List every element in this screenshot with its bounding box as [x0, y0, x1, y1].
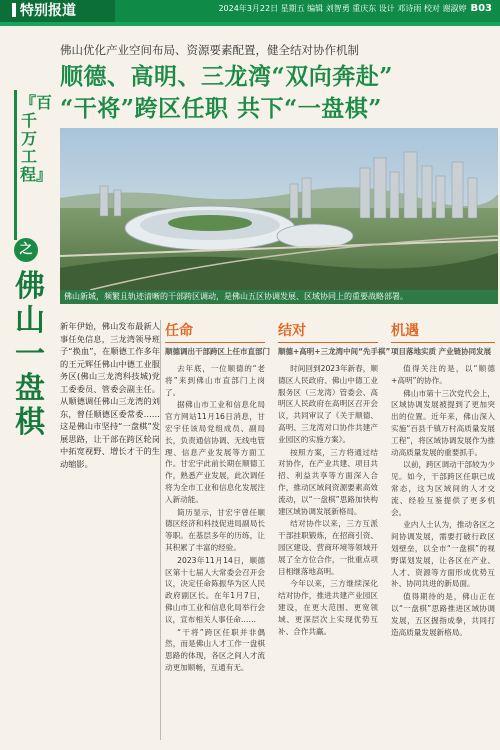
city-aerial-image — [60, 128, 498, 290]
paragraph: 时间回到2023年新春，顺德区人民政府、佛山中德工业服务区（三龙湾）管委会、高明区人民政府在高明区召开会议，共同审议了《关于顺德、高明、三龙湾对口协作共建产业园区的实施方案》。 — [278, 364, 378, 444]
section-title: 任命 — [165, 320, 265, 343]
header-stripe — [0, 22, 500, 26]
paragraph: 简历显示，甘宏宇曾任顺德区经济和科技促进局副局长等职。在基层多年的历练，让其积累了丰富的经验。 — [165, 507, 265, 552]
section-subtitle: 顺德+高明+三龙湾中间“先手棋” — [278, 347, 391, 356]
paragraph: 业内人士认为，推动各区之间协调发展，需要打破行政区划壁垒，以全市“一盘棋”的视野谋划发展，让各区在产业、人才、资源等方面形成优势互补、协同共进的新局面。 — [391, 520, 495, 589]
meta-text: 2024年3月22日 星期五 编辑 刘智勇 重庆东 设计 邓诗雨 校对 谢淑婷 — [218, 4, 467, 13]
section-subtitle: 顺德调出干部跨区上任市直部门 — [165, 347, 270, 356]
paragraph: 去年底，一位顺德的“老将”来到佛山市直部门上岗了。 — [165, 364, 265, 397]
kicker: 佛山优化产业空间布局、资源要素配置，健全结对协作机制 — [60, 43, 359, 57]
series-connector: 之 — [14, 238, 38, 262]
paragraph: 值得期待的是，佛山正在以“一盘棋”思路推进区域协调发展，五区握指成拳，共同打造高质量发展新格局。 — [391, 592, 495, 637]
calligraphy-title: 佛山一盘棋 — [15, 269, 45, 440]
page-meta — [218, 3, 492, 14]
paragraph: 2023年11月14日，顺德区第十七届人大常委会召开会议，决定任命陈振华为区人民政府副区长。在年1月7日，佛山市工业和信息化局举行会议，宣布相关人事任命…… — [165, 555, 265, 624]
sidebar-rail — [14, 90, 17, 240]
series-sidebar — [0, 42, 55, 440]
news-photo — [60, 128, 498, 290]
lead-column — [60, 320, 161, 740]
paragraph: 结对协作以来，三方互派干部挂职锻炼，在招商引资、园区建设、营商环境等领域开展了全方位合作，一批重点项目相继落地高明。 — [278, 519, 378, 576]
paragraph: 佛山市第十三次党代会上，区域协调发展被提到了更加突出的位置。近年来，佛山深入实施“百县千镇万村高质量发展工程”，将区域协调发展作为推动高质量发展的重要抓手。 — [391, 388, 495, 457]
section-appointment — [165, 320, 270, 740]
lead-text: 新年伊始，佛山发布最新人事任免信息，三龙湾领导班子“换血”，在顺德工作多年的王元辉任佛山中德工业服务区(佛山三龙湾科技城)党工委委员、管委会副主任。从顺德调任佛山三龙湾的刘东，曾任顺德区委常委……这是佛山市坚持“一盘棋”发展思路，让干部在跨区轮岗中拓宽视野、增长才干的生动缩影。 — [60, 321, 160, 469]
section-body — [278, 363, 378, 637]
section-body — [165, 363, 265, 674]
section-tag-label: 特别报道 — [20, 3, 76, 19]
headline-line-2: “干将”跨区任职 共下“一盘棋” — [60, 95, 382, 122]
paragraph: 按照方案，三方将通过结对协作，在产业共建、项目共招、利益共享等方面深入合作，推动区域间资源要素高效流动，以“一盘棋”思路加快构建区域协调发展新格局。 — [278, 447, 378, 516]
section-title: 机遇 — [391, 320, 495, 343]
paragraph: 据佛山市工业和信息化局官方网站11月16日消息，甘宏宇任该局党组成员、副局长，负责通信协调、无线电管理、信息产业发展等方面工作。甘宏宇此前长期在顺德工作，熟悉产业发展，此次调任将为全市工业和信息化发展注入新动能。 — [165, 400, 265, 504]
page-number: B03 — [470, 3, 492, 14]
series-title: 『百千万工程』 — [20, 93, 53, 184]
paragraph: “干将”跨区任职并非偶然，而是佛山人才工作一盘棋思路的体现，各区之间人才流动更加顺畅，互通有无。 — [165, 627, 265, 672]
section-opportunity — [391, 320, 495, 740]
section-tag — [0, 0, 115, 22]
section-title: 结对 — [278, 320, 378, 343]
section-subtitle: 项目落地实质 产业链协同发展 — [391, 347, 492, 356]
headline-line-1: 顺德、高明、三龙湾“双向奔赴” — [60, 63, 393, 90]
section-body — [391, 363, 495, 638]
paragraph: 以前，跨区调动干部较为少见。如今，干部跨区任职已成常态，这为区域间的人才交流、经验互鉴提供了更多机会。 — [391, 460, 495, 517]
paragraph: 今年以来，三方继续深化结对协作，推进共建产业园区建设，在更大范围、更宽领域、更深层次上实现优势互补、合作共赢。 — [278, 579, 378, 636]
photo-caption: 佛山新城，频繁且轨迹清晰的干部跨区调动，是佛山五区协调发展、区域协同上的重要战略部署。 — [60, 290, 498, 304]
section-pairing — [278, 320, 391, 740]
paragraph: 值得关注的是，以“顺德+高明”的协作。 — [391, 364, 495, 385]
tag-bar-icon — [12, 3, 16, 17]
